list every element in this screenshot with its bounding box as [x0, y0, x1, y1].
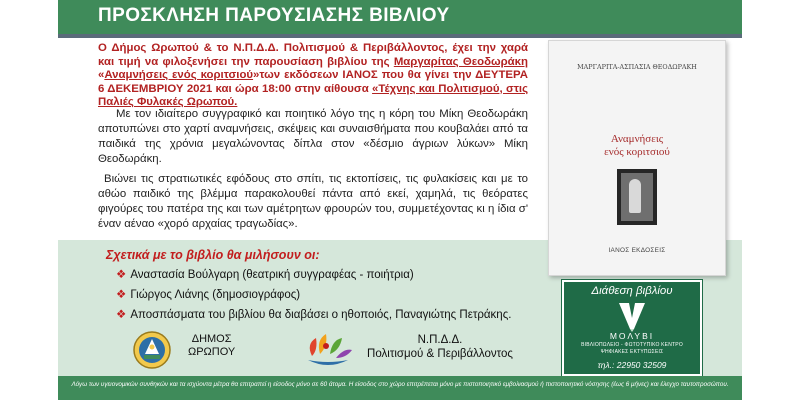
description-paragraph-1: Με τον ιδιαίτερο συγγραφικό και ποιητικό λόγο της η κόρη του Μίκη Θεοδωράκη αποτυπώνει στο χαρτί αναμνήσεις, σκέψεις και συναισθήματα που κουβαλάει από τα παιδικά της χρόνια μεγαλώνοντας δίπλα στον «δέσμιο άγριων λύκων» Μίκη Θεοδωράκη.	[98, 108, 528, 165]
speakers-heading: Σχετικά με το βιβλίο θα μιλήσουν οι:	[106, 248, 320, 262]
venue-name: «Τέχνης και Πολιτισμού, στις Παλιές Φυλακές Ωρωπού.	[98, 82, 528, 109]
npdd-name	[360, 333, 520, 361]
intro-text: Ο Δήμος Ωρωπού & το Ν.Π.Δ.Δ. Πολιτισμού & Περιβάλλοντος, έχει την χαρά και τιμή να φιλοξενήσει την παρουσίαση βιβλίου της	[98, 42, 528, 68]
npdd-name-line2: Πολιτισμού & Περιβάλλοντος	[367, 348, 513, 360]
municipality-name	[188, 333, 235, 359]
npdd-name-line1: Ν.Π.Δ.Δ.	[417, 334, 463, 346]
description-paragraph-2: Βιώνει τις στρατιωτικές εφόδους στο σπίτι, τις εκτοπίσεις, τις φυλακίσεις και με το αθώο παιδικό της βλέμμα παρακολουθεί πάντα από εκεί, χαμηλά, τις θεόρατες φιγούρες του πατέρα της και των αμέτρητων φρουρών του, συμμετέχοντας κι η ίδια σ' έναν αέναο «χορό αρχαίας τραγωδίας».	[98, 173, 528, 230]
npdd-logo-icon	[302, 330, 354, 366]
footer-notice: Λόγω των υγειονομικών συνθηκών και τα ισχύοντα μέτρα θα επιτραπεί η είσοδος μόνο σε 60 άτομα. Η είσοδος στο χώρο επιτρέπεται μόνο με πιστοποιητικό εμβολιασμού ή πιστοποιητικό νόσησης (έως 6 μήνες) και έλεγχο ταυτοπροσώπου.	[71, 381, 729, 388]
bullet-icon: ❖	[116, 309, 127, 321]
author-name: Μαργαρίτας Θεοδωράκη	[393, 55, 528, 68]
quote-open: «	[98, 69, 105, 82]
bullet-icon: ❖	[116, 269, 127, 281]
municipality-emblem-icon	[132, 330, 172, 370]
book-cover-title	[549, 133, 725, 159]
book-cover-photo	[617, 169, 657, 225]
shop-phone: τηλ.: 22950 32509	[597, 360, 667, 370]
book-cover-author: ΜΑΡΓΑΡΙΤΑ-ΑΣΠΑΣΙΑ ΘΕΟΔΩΡΑΚΗ	[577, 63, 697, 71]
municipality-name-line2: ΩΡΩΠΟΥ	[188, 346, 236, 358]
speaker-item	[116, 267, 414, 281]
shop-description: ΒΙΒΛΙΟΠΩΛΕΙΟ - ΦΩΤΟΤΥΠΙΚΟ ΚΕΝΤΡΟ ΨΗΦΙΑΚΕΣ ΕΚΤΥΠΩΣΕΙΣ	[581, 342, 683, 355]
shop-name: ΜΟΛΥΒΙ	[609, 331, 655, 341]
book-cover-publisher: ΙΑΝΟΣ ΕΚΔΟΣΕΙΣ	[608, 247, 666, 254]
book-cover-title-line1: Αναμνήσεις	[610, 133, 664, 145]
book-title-inline: Αναμνήσεις ενός κοριτσιού	[104, 69, 254, 82]
availability-panel	[562, 280, 702, 376]
invitation-card	[58, 0, 742, 400]
speaker-text: Γιώργος Λιάνης (δημοσιογράφος)	[130, 289, 301, 301]
page-title: ΠΡΟΣΚΛΗΣΗ ΠΑΡΟΥΣΙΑΣΗΣ ΒΙΒΛΙΟΥ	[98, 5, 450, 26]
availability-label: Διάθεση βιβλίου	[591, 285, 673, 297]
pencil-logo-icon	[616, 300, 648, 332]
municipality-name-line1: ΔΗΜΟΣ	[191, 333, 232, 345]
intro-details: »των εκδόσεων ΙΑΝΟΣ που θα γίνει την ΔΕΥΤΕΡΑ 6 ΔΕΚΕΜΒΡΙΟΥ 2021 και ώρα 18:00 στην αίθουσα	[98, 69, 528, 95]
footer-bar	[58, 376, 742, 400]
header-divider	[58, 34, 742, 38]
bullet-icon: ❖	[116, 289, 127, 301]
book-cover-title-line2: ενός κοριτσιού	[604, 146, 670, 158]
speaker-text: Αναστασία Βούλγαρη (θεατρική συγγραφέας - ποιήτρια)	[130, 269, 414, 281]
speaker-item	[116, 307, 511, 321]
book-cover	[548, 40, 726, 276]
photo-figure	[629, 179, 641, 213]
speaker-text: Αποσπάσματα του βιβλίου θα διαβάσει ο ηθοποιός, Παναγιώτης Πετράκης.	[130, 309, 512, 321]
header-bar	[58, 0, 742, 34]
speaker-item	[116, 287, 300, 301]
intro-paragraph	[98, 42, 528, 110]
